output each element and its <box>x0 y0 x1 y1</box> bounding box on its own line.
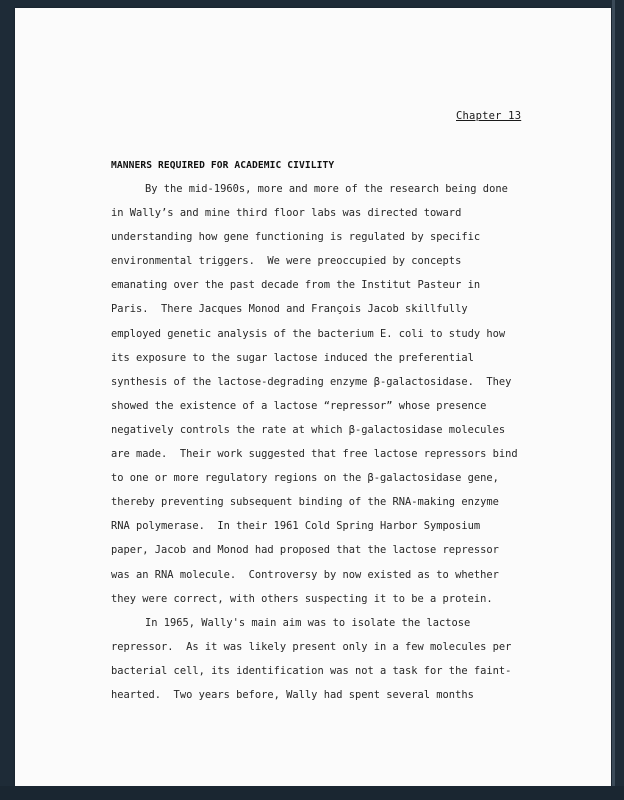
scan-bottom-border <box>0 786 624 800</box>
text-line: they were correct, with others suspecting it to be a protein. <box>111 592 493 605</box>
text-line: synthesis of the lactose-degrading enzyme β-galactosidase. They <box>111 375 512 388</box>
page-edge <box>612 0 615 800</box>
text-line: In 1965, Wally's main aim was to isolate the lactose <box>145 616 471 629</box>
text-line: repressor. As it was likely present only in a few molecules per <box>111 640 512 653</box>
chapter-label: Chapter 13 <box>456 110 522 122</box>
text-line: Paris. There Jacques Monod and François Jacob skillfully <box>111 303 468 316</box>
section-heading: MANNERS REQUIRED FOR ACADEMIC CIVILITY <box>111 160 335 171</box>
text-line: hearted. Two years before, Wally had spent several months <box>111 688 474 701</box>
text-line: was an RNA molecule. Controversy by now existed as to whether <box>111 568 499 581</box>
text-line: understanding how gene functioning is regulated by specific <box>111 231 481 244</box>
text-line: in Wally’s and mine third floor labs was directed toward <box>111 207 462 220</box>
text-line: are made. Their work suggested that free lactose repressors bind <box>111 448 518 461</box>
text-line: its exposure to the sugar lactose induced the preferential <box>111 351 474 364</box>
text-line: By the mid-1960s, more and more of the research being done <box>145 183 508 195</box>
text-line: RNA polymerase. In their 1961 Cold Spring Harbor Symposium <box>111 520 481 533</box>
text-line: to one or more regulatory regions on the β-galactosidase gene, <box>111 472 499 485</box>
text-line: bacterial cell, its identification was not a task for the faint- <box>111 664 512 677</box>
text-line: showed the existence of a lactose “repressor” whose presence <box>111 399 487 412</box>
text-line: paper, Jacob and Monod had proposed that the lactose repressor <box>111 544 499 557</box>
text-line: employed genetic analysis of the bacterium E. coli to study how <box>111 327 506 340</box>
text-line: environmental triggers. We were preoccupied by concepts <box>111 255 462 268</box>
body-text <box>111 183 551 713</box>
text-line: thereby preventing subsequent binding of the RNA-making enzyme <box>111 496 499 509</box>
text-line: emanating over the past decade from the Institut Pasteur in <box>111 279 481 292</box>
text-line: negatively controls the rate at which β-galactosidase molecules <box>111 423 506 436</box>
